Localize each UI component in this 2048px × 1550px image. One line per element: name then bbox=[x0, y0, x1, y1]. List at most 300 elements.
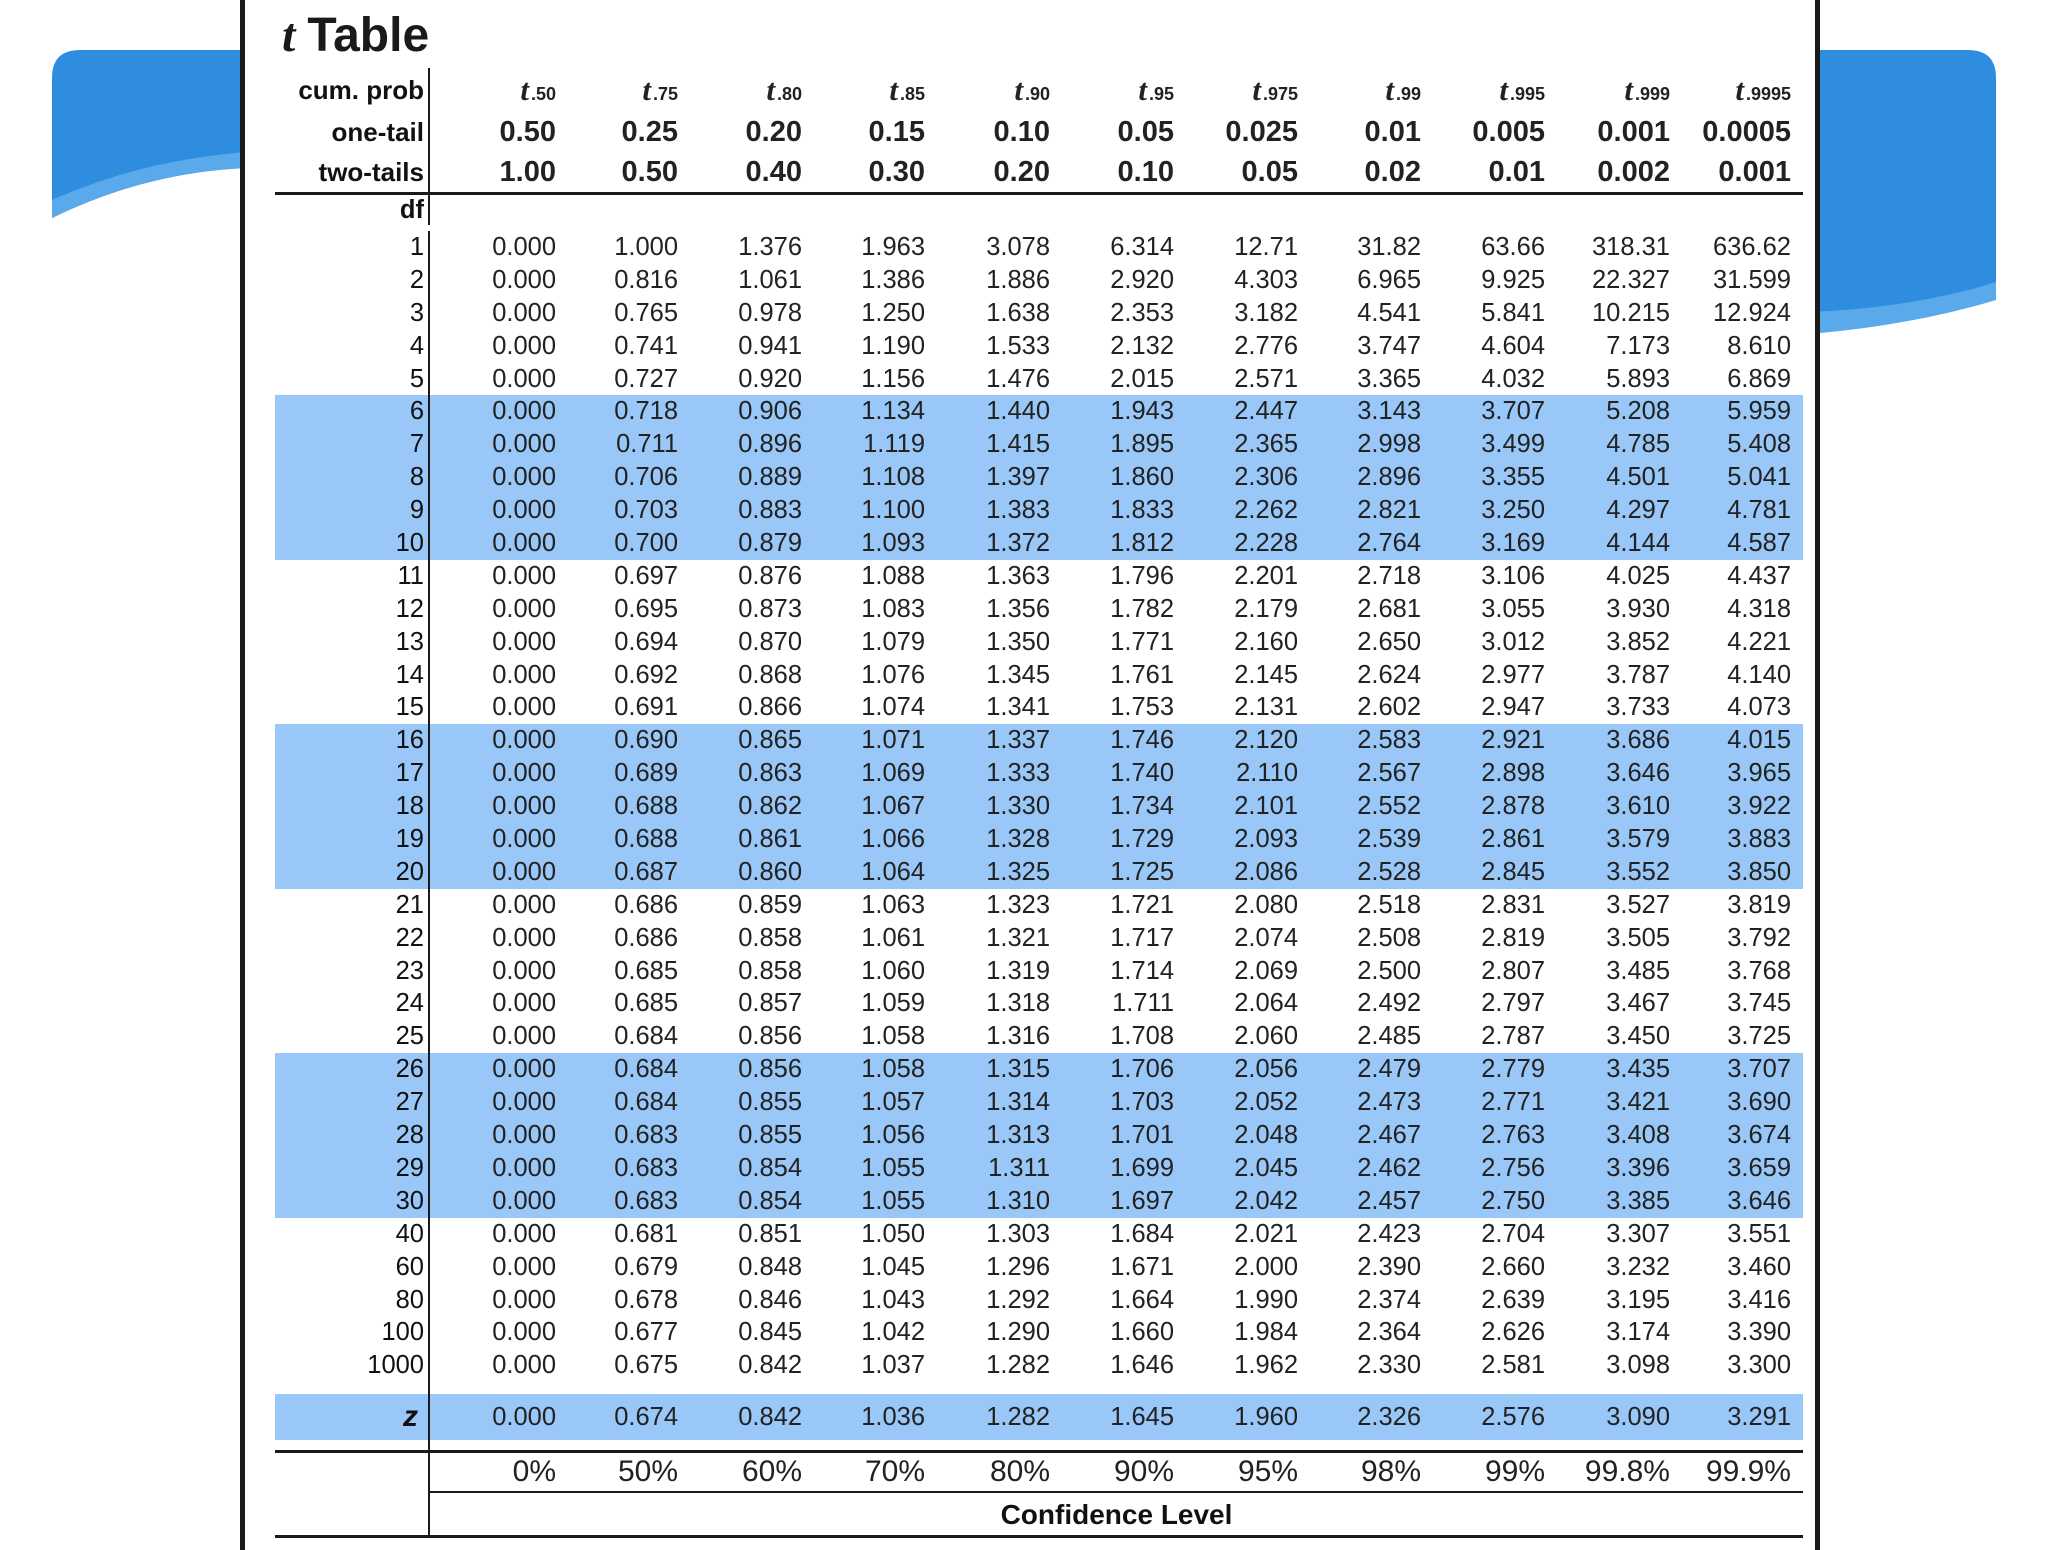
table-row-cell: 0.679 bbox=[614, 1252, 678, 1281]
table-row-cell: 1.042 bbox=[861, 1318, 925, 1347]
table-row-cell: 2.896 bbox=[1357, 463, 1421, 492]
table-row-cell: 1.333 bbox=[986, 759, 1050, 788]
table-row-cell: 2.539 bbox=[1357, 825, 1421, 854]
table-row-cell: 1.323 bbox=[986, 890, 1050, 919]
table-row-cell: 1.812 bbox=[1110, 529, 1174, 558]
table-row bbox=[275, 1251, 1803, 1284]
table-row-cell: 0.683 bbox=[614, 1121, 678, 1150]
table-row-cell: 3.659 bbox=[1727, 1153, 1791, 1182]
table-row-cell: 0.711 bbox=[616, 430, 678, 459]
table-row-cell: 0.941 bbox=[738, 331, 802, 360]
table-row-cell: 1.372 bbox=[986, 529, 1050, 558]
table-row bbox=[275, 626, 1803, 659]
table-row-label: 19 bbox=[275, 823, 430, 856]
table-row-cell: 2.639 bbox=[1481, 1285, 1545, 1314]
table-row-cell: 0.863 bbox=[738, 759, 802, 788]
table-row-cell: 3.883 bbox=[1727, 825, 1791, 854]
right-wave-shape bbox=[1808, 50, 1996, 332]
table-row-cell: 1.782 bbox=[1110, 594, 1174, 623]
table-row-cell: 2.086 bbox=[1234, 857, 1298, 886]
table-row-cell: 0.000 bbox=[492, 627, 556, 656]
table-row-cell: 3.792 bbox=[1727, 923, 1791, 952]
table-row-cell: 0.000 bbox=[492, 660, 556, 689]
cum-prob-symbol bbox=[766, 72, 802, 107]
table-row-cell: 1.055 bbox=[861, 1153, 925, 1182]
table-row-cell: 2.500 bbox=[1357, 956, 1421, 985]
table-row-label: 2 bbox=[275, 264, 430, 297]
table-row-label: 6 bbox=[275, 395, 430, 428]
table-row-cell: 5.893 bbox=[1606, 364, 1670, 393]
table-row-cell: 5.041 bbox=[1727, 463, 1791, 492]
table-row-cell: 2.998 bbox=[1357, 430, 1421, 459]
table-row-cell: 636.62 bbox=[1713, 233, 1791, 261]
table-row-cell: 3.396 bbox=[1606, 1153, 1670, 1182]
table-row-cell: 1.706 bbox=[1110, 1055, 1174, 1084]
table-row-cell: 1.093 bbox=[861, 529, 925, 558]
table-row-cell: 1.055 bbox=[861, 1186, 925, 1215]
table-row-cell: 3.646 bbox=[1606, 759, 1670, 788]
table-row-cell: 0.846 bbox=[738, 1285, 802, 1314]
header-cum-prob-cell bbox=[1062, 68, 1174, 112]
confidence-row-cell: 50% bbox=[617, 1455, 678, 1489]
table-row-cell: 1.962 bbox=[1234, 1351, 1298, 1380]
table-row-cell: 0.000 bbox=[492, 857, 556, 886]
table-row-cell: 1.057 bbox=[861, 1088, 925, 1117]
header-cum-prob bbox=[275, 68, 1803, 112]
table-row-cell: 1.290 bbox=[986, 1318, 1050, 1347]
table-row-cell: 2.132 bbox=[1110, 331, 1174, 360]
table-row-cell: 1.067 bbox=[861, 792, 925, 821]
table-row-label: 4 bbox=[275, 330, 430, 363]
table-row-cell: 0.861 bbox=[738, 825, 802, 854]
table-row-cell: 0.858 bbox=[738, 956, 802, 985]
table-row-cell: 0.879 bbox=[738, 529, 802, 558]
table-row-cell: 0.851 bbox=[738, 1219, 802, 1248]
table-row-cell: 0.683 bbox=[614, 1186, 678, 1215]
header-cum-prob-cell bbox=[938, 68, 1050, 112]
table-row-cell: 3.250 bbox=[1481, 496, 1545, 525]
header-one-tail bbox=[275, 112, 1803, 152]
table-row-cell: 3.930 bbox=[1606, 594, 1670, 623]
table-row-cell: 0.000 bbox=[492, 890, 556, 919]
table-row-cell: 1.415 bbox=[986, 430, 1050, 459]
table-row-label: 40 bbox=[275, 1218, 430, 1251]
table-row-cell: 0.845 bbox=[738, 1318, 802, 1347]
table-row-cell: 0.000 bbox=[492, 233, 556, 261]
table-row-cell: 0.685 bbox=[614, 956, 678, 985]
table-row-cell: 3.098 bbox=[1606, 1351, 1670, 1380]
table-row-cell: 2.467 bbox=[1357, 1121, 1421, 1150]
spacer-label bbox=[275, 1382, 430, 1394]
table-row-cell: 1.714 bbox=[1110, 956, 1174, 985]
cum-prob-symbol bbox=[1252, 72, 1298, 107]
table-row-cell: 1.063 bbox=[861, 890, 925, 919]
table-row-cell: 3.725 bbox=[1727, 1022, 1791, 1051]
table-row-cell: 1.250 bbox=[861, 298, 925, 327]
table-row-cell: 1.337 bbox=[986, 726, 1050, 755]
table-row-cell: 0.865 bbox=[738, 726, 802, 755]
table-row-cell: 3.787 bbox=[1606, 660, 1670, 689]
table-row-cell: 3.143 bbox=[1357, 397, 1421, 426]
table-row-cell: 1.746 bbox=[1110, 726, 1174, 755]
table-row-cell: 0.856 bbox=[738, 1055, 802, 1084]
table-row-cell: 2.201 bbox=[1234, 561, 1298, 590]
table-row-cell: 0.000 bbox=[492, 956, 556, 985]
table-row-cell: 1.319 bbox=[986, 956, 1050, 985]
table-row-cell: 1.341 bbox=[986, 693, 1050, 722]
table-row-cell: 3.747 bbox=[1357, 331, 1421, 360]
table-row-cell: 4.541 bbox=[1357, 298, 1421, 327]
table-row-cell: 0.691 bbox=[614, 693, 678, 722]
z-row-cell: 0.000 bbox=[492, 1403, 556, 1432]
header-cum-prob-cell bbox=[444, 68, 556, 112]
table-row-cell: 3.169 bbox=[1481, 529, 1545, 558]
table-row-cell: 2.921 bbox=[1481, 726, 1545, 755]
table-row-cell: 2.060 bbox=[1234, 1022, 1298, 1051]
table-row-cell: 0.855 bbox=[738, 1121, 802, 1150]
table-row-label: 27 bbox=[275, 1086, 430, 1119]
t-subscript: .85 bbox=[899, 84, 925, 104]
table-row-cell: 2.763 bbox=[1481, 1121, 1545, 1150]
cum-prob-symbol bbox=[520, 72, 556, 107]
table-row-cell: 0.816 bbox=[614, 265, 678, 294]
table-row-cell: 0.765 bbox=[614, 298, 678, 327]
t-symbol: t bbox=[889, 72, 898, 107]
table-row-cell: 0.854 bbox=[738, 1153, 802, 1182]
table-row bbox=[275, 1020, 1803, 1053]
table-row-cell: 2.831 bbox=[1481, 890, 1545, 919]
table-row-cell: 1.330 bbox=[986, 792, 1050, 821]
table-row-cell: 4.501 bbox=[1606, 463, 1670, 492]
table-row-cell: 6.869 bbox=[1727, 364, 1791, 393]
t-subscript: .50 bbox=[530, 84, 556, 104]
table-row-cell: 2.479 bbox=[1357, 1055, 1421, 1084]
table-row-cell: 1.318 bbox=[986, 989, 1050, 1018]
cum-prob-symbol bbox=[1735, 72, 1791, 107]
table-row-label: 7 bbox=[275, 428, 430, 461]
table-row-cell: 10.215 bbox=[1592, 298, 1670, 327]
table-row-cell: 3.965 bbox=[1727, 759, 1791, 788]
t-symbol: t bbox=[1624, 72, 1633, 107]
table-row-cell: 0.000 bbox=[492, 1252, 556, 1281]
table-row-label: 30 bbox=[275, 1185, 430, 1218]
table-row-cell: 2.947 bbox=[1481, 693, 1545, 722]
table-row-label: 26 bbox=[275, 1053, 430, 1086]
table-row bbox=[275, 1152, 1803, 1185]
z-row-cell: 2.326 bbox=[1357, 1403, 1421, 1432]
table-row-cell: 1.753 bbox=[1110, 693, 1174, 722]
table-row-cell: 1.708 bbox=[1110, 1022, 1174, 1051]
table-row-cell: 2.131 bbox=[1234, 693, 1298, 722]
table-row-cell: 4.015 bbox=[1727, 726, 1791, 755]
table-row-cell: 1.050 bbox=[861, 1219, 925, 1248]
table-row bbox=[275, 955, 1803, 988]
header-one-tail-cell: 0.20 bbox=[745, 116, 802, 148]
table-row-cell: 2.492 bbox=[1357, 989, 1421, 1018]
table-row-cell: 3.365 bbox=[1357, 364, 1421, 393]
spacer-label bbox=[275, 1440, 430, 1450]
table-row-cell: 2.977 bbox=[1481, 660, 1545, 689]
table-row-cell: 0.727 bbox=[614, 364, 678, 393]
table-row-cell: 0.000 bbox=[492, 989, 556, 1018]
table-row-cell: 1.108 bbox=[861, 463, 925, 492]
table-row bbox=[275, 231, 1803, 264]
table-row-cell: 0.859 bbox=[738, 890, 802, 919]
table-row bbox=[275, 330, 1803, 363]
table-row-label: 18 bbox=[275, 790, 430, 823]
table-row-cell: 0.896 bbox=[738, 430, 802, 459]
table-row-cell: 3.467 bbox=[1606, 989, 1670, 1018]
table-row-cell: 1.734 bbox=[1110, 792, 1174, 821]
table-row-cell: 1.310 bbox=[986, 1186, 1050, 1215]
table-row-cell: 6.965 bbox=[1357, 265, 1421, 294]
table-row-cell: 2.110 bbox=[1236, 759, 1298, 788]
table-row-cell: 1.045 bbox=[861, 1252, 925, 1281]
table-row-cell: 3.819 bbox=[1727, 890, 1791, 919]
header-one-tail-cell: 0.01 bbox=[1364, 116, 1421, 148]
table-row-label: 11 bbox=[275, 560, 430, 593]
table-row-cell: 1.134 bbox=[861, 397, 925, 426]
table-row-label: 29 bbox=[275, 1152, 430, 1185]
table-row-cell: 2.518 bbox=[1357, 890, 1421, 919]
table-row-cell: 2.330 bbox=[1357, 1351, 1421, 1380]
table-row-cell: 1.664 bbox=[1110, 1285, 1174, 1314]
t-symbol: t bbox=[1014, 72, 1023, 107]
table-row-cell: 1.725 bbox=[1110, 857, 1174, 886]
cum-prob-symbol bbox=[642, 72, 678, 107]
table-row-label: 9 bbox=[275, 494, 430, 527]
table-row-cell: 1.383 bbox=[986, 496, 1050, 525]
table-row-cell: 0.000 bbox=[492, 1055, 556, 1084]
table-row-cell: 0.866 bbox=[738, 693, 802, 722]
table-row-cell: 0.906 bbox=[738, 397, 802, 426]
table-row-cell: 2.101 bbox=[1234, 792, 1298, 821]
table-row-cell: 4.781 bbox=[1727, 496, 1791, 525]
table-row-cell: 3.852 bbox=[1606, 627, 1670, 656]
table-row-cell: 2.552 bbox=[1357, 792, 1421, 821]
table-row-cell: 1.711 bbox=[1112, 989, 1174, 1018]
header-cum-prob-cell bbox=[1309, 68, 1421, 112]
spacer-row bbox=[275, 1382, 1803, 1394]
table-row-cell: 3.551 bbox=[1727, 1219, 1791, 1248]
table-row-cell: 0.000 bbox=[492, 1121, 556, 1150]
table-row-cell: 4.318 bbox=[1727, 594, 1791, 623]
table-row-label: 15 bbox=[275, 691, 430, 724]
table-row-cell: 1.345 bbox=[986, 660, 1050, 689]
confidence-row-cell: 99.8% bbox=[1584, 1455, 1670, 1489]
table-row-cell: 1.303 bbox=[986, 1219, 1050, 1248]
table-row-cell: 2.878 bbox=[1481, 792, 1545, 821]
t-subscript: .80 bbox=[776, 84, 802, 104]
table-row-label: 80 bbox=[275, 1284, 430, 1317]
table-row-cell: 2.045 bbox=[1234, 1153, 1298, 1182]
table-row-cell: 2.306 bbox=[1234, 463, 1298, 492]
t-subscript: .995 bbox=[1509, 84, 1545, 104]
table-row-cell: 2.660 bbox=[1481, 1252, 1545, 1281]
table-row-cell: 2.771 bbox=[1481, 1088, 1545, 1117]
table-row-cell: 0.000 bbox=[492, 825, 556, 854]
table-row-cell: 1.740 bbox=[1110, 759, 1174, 788]
table-row-cell: 0.862 bbox=[738, 792, 802, 821]
t-subscript: .95 bbox=[1148, 84, 1174, 104]
table-row-cell: 0.857 bbox=[738, 989, 802, 1018]
table-row-cell: 1.069 bbox=[861, 759, 925, 788]
table-row-cell: 1.328 bbox=[986, 825, 1050, 854]
table-row-cell: 63.66 bbox=[1481, 233, 1545, 261]
table-row-cell: 2.750 bbox=[1481, 1186, 1545, 1215]
table-row-cell: 1.083 bbox=[861, 594, 925, 623]
table-row-label: 20 bbox=[275, 856, 430, 889]
z-row-cell: 2.576 bbox=[1481, 1403, 1545, 1432]
table-row-cell: 2.093 bbox=[1234, 825, 1298, 854]
table-row-cell: 2.583 bbox=[1357, 726, 1421, 755]
table-row-cell: 4.587 bbox=[1727, 529, 1791, 558]
table-row-cell: 1.311 bbox=[988, 1153, 1050, 1182]
table-row-cell: 0.684 bbox=[614, 1088, 678, 1117]
table-row-cell: 5.841 bbox=[1481, 298, 1545, 327]
header-one-tail-cell: 0.025 bbox=[1225, 116, 1298, 148]
table-row-cell: 1.386 bbox=[861, 265, 925, 294]
confidence-row-cell: 70% bbox=[864, 1455, 925, 1489]
table-row-cell: 1.296 bbox=[986, 1252, 1050, 1281]
spacer-row bbox=[275, 1440, 1803, 1450]
table-row-cell: 2.074 bbox=[1234, 923, 1298, 952]
table-row-cell: 0.873 bbox=[738, 594, 802, 623]
table-row-cell: 12.71 bbox=[1234, 233, 1298, 261]
table-row-cell: 4.437 bbox=[1727, 561, 1791, 590]
table-row-cell: 1.316 bbox=[986, 1022, 1050, 1051]
table-row-cell: 1.984 bbox=[1234, 1318, 1298, 1347]
table-row-cell: 4.221 bbox=[1727, 627, 1791, 656]
header-one-tail-cell: 0.50 bbox=[499, 116, 556, 148]
table-row-cell: 0.686 bbox=[614, 923, 678, 952]
table-row-cell: 2.064 bbox=[1234, 989, 1298, 1018]
table-row-cell: 0.695 bbox=[614, 594, 678, 623]
table-row-cell: 2.462 bbox=[1357, 1153, 1421, 1182]
table-row-label: 21 bbox=[275, 889, 430, 922]
table-row-cell: 2.179 bbox=[1234, 594, 1298, 623]
table-row-cell: 0.741 bbox=[614, 331, 678, 360]
table-row-cell: 0.703 bbox=[614, 496, 678, 525]
table-row bbox=[275, 297, 1803, 330]
confidence-level-label: Confidence Level bbox=[430, 1491, 1803, 1535]
z-row-cell: 0.674 bbox=[614, 1403, 678, 1432]
table-row-cell: 3.527 bbox=[1606, 890, 1670, 919]
table-row-cell: 2.485 bbox=[1357, 1022, 1421, 1051]
table-row-cell: 0.700 bbox=[614, 529, 678, 558]
table-row-cell: 3.435 bbox=[1606, 1055, 1670, 1084]
table-row-cell: 0.858 bbox=[738, 923, 802, 952]
table-row bbox=[275, 264, 1803, 297]
table-row-cell: 2.602 bbox=[1357, 693, 1421, 722]
header-two-tails-cell: 0.30 bbox=[868, 156, 925, 188]
table-row-cell: 1.771 bbox=[1110, 627, 1174, 656]
table-row-cell: 2.473 bbox=[1357, 1088, 1421, 1117]
z-row-cell: 0.842 bbox=[738, 1403, 802, 1432]
table-row-cell: 2.052 bbox=[1234, 1088, 1298, 1117]
table-row bbox=[275, 461, 1803, 494]
table-row-cell: 9.925 bbox=[1481, 265, 1545, 294]
table-row-cell: 1.282 bbox=[986, 1351, 1050, 1380]
table-row-cell: 0.687 bbox=[614, 857, 678, 886]
confidence-row-cell: 99.9% bbox=[1705, 1455, 1791, 1489]
t-symbol: t bbox=[1499, 72, 1508, 107]
table-row-label: 25 bbox=[275, 1020, 430, 1053]
table-row-cell: 1.315 bbox=[986, 1055, 1050, 1084]
table-row-cell: 0.889 bbox=[738, 463, 802, 492]
table-row-cell: 3.579 bbox=[1606, 825, 1670, 854]
confidence-row-cell: 0% bbox=[512, 1455, 556, 1489]
table-row-cell: 1.058 bbox=[861, 1055, 925, 1084]
table-row-cell: 0.000 bbox=[492, 726, 556, 755]
table-row-cell: 3.707 bbox=[1481, 397, 1545, 426]
table-row-cell: 0.677 bbox=[614, 1318, 678, 1347]
table-row-label: 3 bbox=[275, 297, 430, 330]
table-row-cell: 3.408 bbox=[1606, 1121, 1670, 1150]
table-row-cell: 1.074 bbox=[861, 693, 925, 722]
table-row-cell: 5.959 bbox=[1727, 397, 1791, 426]
table-row-cell: 1.363 bbox=[986, 561, 1050, 590]
table-row-cell: 1.796 bbox=[1110, 561, 1174, 590]
table-row-cell: 0.684 bbox=[614, 1055, 678, 1084]
table-row-cell: 2.390 bbox=[1357, 1252, 1421, 1281]
table-row-cell: 1.356 bbox=[986, 594, 1050, 623]
table-row-cell: 4.303 bbox=[1234, 265, 1298, 294]
table-row-cell: 2.776 bbox=[1234, 331, 1298, 360]
table-title bbox=[282, 8, 429, 63]
t-subscript: .9995 bbox=[1745, 84, 1791, 104]
table-row-cell: 1.076 bbox=[861, 660, 925, 689]
table-row-cell: 0.000 bbox=[492, 463, 556, 492]
t-subscript: .75 bbox=[652, 84, 678, 104]
table-row-cell: 6.314 bbox=[1110, 233, 1174, 261]
table-row-cell: 1.321 bbox=[986, 923, 1050, 952]
table-row-cell: 4.604 bbox=[1481, 331, 1545, 360]
table-row-cell: 1.156 bbox=[861, 364, 925, 393]
table-row bbox=[275, 593, 1803, 626]
table-row bbox=[275, 757, 1803, 790]
table-row-cell: 0.000 bbox=[492, 1186, 556, 1215]
header-cum-prob-cell bbox=[1433, 68, 1545, 112]
table-row-cell: 31.599 bbox=[1713, 265, 1791, 294]
table-row-cell: 1.895 bbox=[1110, 430, 1174, 459]
table-row bbox=[275, 987, 1803, 1020]
z-row-label: z bbox=[275, 1394, 430, 1440]
table-row-cell: 0.706 bbox=[614, 463, 678, 492]
table-row-cell: 2.704 bbox=[1481, 1219, 1545, 1248]
table-row-cell: 1.060 bbox=[861, 956, 925, 985]
table-row-cell: 3.646 bbox=[1727, 1186, 1791, 1215]
confidence-row-cell: 80% bbox=[989, 1455, 1050, 1489]
table-row bbox=[275, 724, 1803, 757]
table-row-cell: 2.145 bbox=[1234, 660, 1298, 689]
table-row-cell: 2.457 bbox=[1357, 1186, 1421, 1215]
table-row-cell: 3.055 bbox=[1481, 594, 1545, 623]
table-row-cell: 0.688 bbox=[614, 825, 678, 854]
header-one-tail-cell: 0.0005 bbox=[1702, 116, 1791, 148]
table-row-cell: 2.571 bbox=[1234, 364, 1298, 393]
table-row-cell: 2.807 bbox=[1481, 956, 1545, 985]
confidence-row-cell: 99% bbox=[1484, 1455, 1545, 1489]
table-row-cell: 2.581 bbox=[1481, 1351, 1545, 1380]
table-row-cell: 0.675 bbox=[614, 1351, 678, 1380]
table-row-cell: 0.848 bbox=[738, 1252, 802, 1281]
table-row-label: 5 bbox=[275, 363, 430, 396]
table-row-cell: 0.697 bbox=[614, 561, 678, 590]
table-row-label: 10 bbox=[275, 527, 430, 560]
t-symbol: t bbox=[1385, 72, 1394, 107]
table-row-label: 23 bbox=[275, 955, 430, 988]
